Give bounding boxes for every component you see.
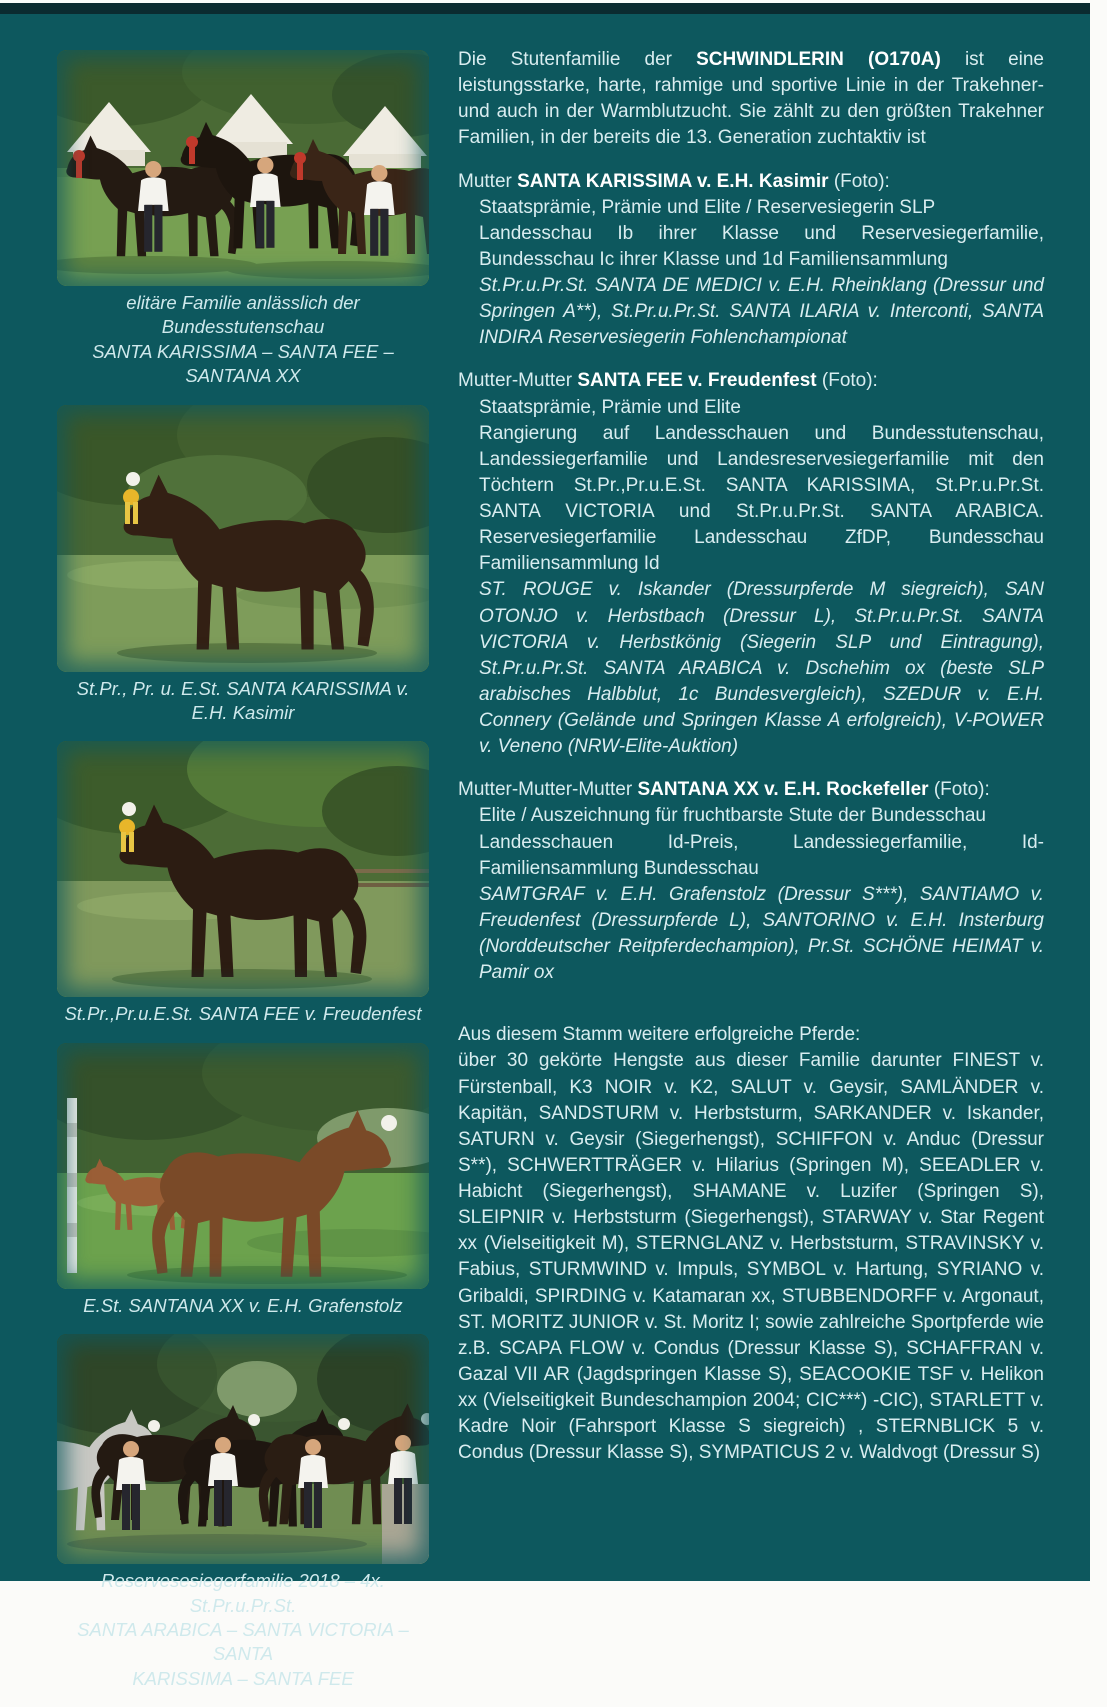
other-horses-heading: Aus diesem Stamm weitere erfolgreiche Pferde: xyxy=(458,1024,861,1046)
section-heading xyxy=(458,777,1044,803)
section-mutter-mutter-mutter xyxy=(458,777,1044,986)
section-other-horses xyxy=(458,1022,1044,1466)
caption-line: SANTA KARISSIMA – SANTA FEE – SANTANA XX xyxy=(92,340,394,387)
top-dark-bar xyxy=(0,3,1090,14)
relation-label: Mutter-Mutter-Mutter xyxy=(458,779,638,801)
photo-santa-fee xyxy=(57,741,429,997)
family-name-highlight: SCHWINDLERIN (O170A) xyxy=(696,49,941,70)
dark-mare-photo-image xyxy=(57,741,429,997)
photo-family-group xyxy=(57,50,429,286)
figure-santa-fee xyxy=(57,741,429,1026)
foto-suffix: (Foto): xyxy=(816,370,878,392)
mare-name: SANTA FEE v. Freudenfest xyxy=(577,370,817,392)
relation-label: Mutter-Mutter xyxy=(458,370,578,392)
caption-line: St.Pr.,Pr.u.E.St. SANTA FEE v. Freudenfest xyxy=(64,1003,422,1025)
dark-bay-mare-photo-image xyxy=(57,405,429,672)
photo-santa-karissima xyxy=(57,405,429,672)
section-detail: Staatsprämie, Prämie und Elite xyxy=(479,396,741,418)
teal-panel xyxy=(0,3,1090,1689)
other-horses-body: über 30 gekörte Hengste aus dieser Familie darunter FINEST v. Fürstenball, K3 NOIR v. K2, SALUT v. Geysir, SAMLÄNDER v. Kapitän, SANDSTURM v. Herbststurm, SARKANDER v. Iskander, SATURN v. Geysir (Siegerhengst), SCHIFFON v. Anduc (Dressur S**), SCHWERTTRÄGER v. Hilarius (Springen M), SEEADLER v. Habicht (Siegerhengst), SHAMANE v. Luzifer (Springen S), SLEIPNIR v. Herbststurm (Siegerhengst), STARWAY v. Star Regent xx (Vielseitigkeit M), STERNGLANZ v. Herbststurm, STRAVINSKY v. Fabius, STURMWIND v. Impuls, SYMBOL v. Hartung, SYRIANO v. Gribaldi, SPIRDING v. Katamaran xx, STUBBENDORFF v. Argonaut, ST. MORITZ JUNIOR v. St. Moritz I; sowie zahlreiche Sportpferde wie z.B. SCAPA FLOW v. Condus (Dressur Klasse S), SCHAFFRAN v. Gazal VII AR (Jagdspringen Klasse S), SEACOOKIE TSF v. Helikon xx (Vielseitigkeit Bundeschampion 2004; CIC***) -CIC), STARLETT v. Kadre Noir (Fahrsport Klasse S siegreich) , STERNBLICK 5 v. Condus (Dressur Klasse S), SYMPATICUS 2 v. Waldvogt (Dressur S) xyxy=(458,1050,1044,1464)
section-detail: Staatsprämie, Prämie und Elite / Reservesiegerin SLP xyxy=(479,196,936,218)
figure-santana-xx xyxy=(57,1043,429,1318)
intro-text-pre: Die Stutenfamilie der xyxy=(458,49,697,70)
section-offspring: ST. ROUGE v. Iskander (Dressurpferde M siegreich), SAN OTONJO v. Herbstbach (Dressur L), St.Pr.u.Pr.St. SANTA VICTORIA v. Herbstkönig (Siegerin SLP und Eintragung), St.Pr.u.Pr.St. SANTA ARABICA v. Dschehim ox (beste SLP arabisches Halbblut, 1c Bundesvergleich), SZEDUR v. E.H. Connery (Gelände und Springen Klasse A erfolgreich), V-POWER v. Veneno (NRW-Elite-Auktion) xyxy=(479,579,1044,758)
foto-suffix: (Foto): xyxy=(928,779,990,801)
caption-line: KARISSIMA – SANTA FEE xyxy=(132,1667,354,1689)
section-detail: Landesschau Ib ihrer Klasse und Reservesiegerfamilie, Bundesschau Ic ihrer Klasse und 1d Familiensammlung xyxy=(479,222,1044,270)
mare-name: SANTANA XX v. E.H. Rockefeller xyxy=(637,779,929,801)
intro-text-post: ist eine leistungsstarke, harte, rahmige und sportive Linie in der Trakehner- und auch in der Warmblutzucht. Sie zählt zu den größten Trakehner Familien, in der bereits die 13. Generation zuchtaktiv ist xyxy=(458,49,1044,149)
section-detail: Landesschauen Id-Preis, Landessiegerfamilie, Id-Familiensammlung Bundesschau xyxy=(479,831,1044,879)
caption-line: E.St. SANTANA XX v. E.H. Grafenstolz xyxy=(83,1294,403,1316)
section-offspring: St.Pr.u.Pr.St. SANTA DE MEDICI v. E.H. Rheinklang (Dressur und Springen A**), St.Pr.u.Pr.St. SANTA ILARIA v. Interconti, SANTA INDIRA Reservesiegerin Fohlenchampionat xyxy=(479,275,1044,349)
mare-name: SANTA KARISSIMA v. E.H. Kasimir xyxy=(517,170,829,192)
caption-siegerfamilie-2018 xyxy=(57,1569,429,1691)
section-mutter-mutter xyxy=(458,368,1044,760)
section-offspring: SAMTGRAF v. E.H. Grafenstolz (Dressur S***), SANTIAMO v. Freudenfest (Dressurpferde L), SANTORINO v. E.H. Insterburg (Norddeutscher Reitpferdechampion), Pr.St. SCHÖNE HEIMAT v. Pamir ox xyxy=(479,883,1044,984)
text-column xyxy=(458,47,1044,1466)
horse-family-photo-image xyxy=(57,50,429,286)
caption-line: Reservesesiegerfamilie 2018 – 4x. St.Pr.u.Pr.St. xyxy=(101,1570,385,1616)
figure-siegerfamilie-2018 xyxy=(57,1334,429,1691)
horse-lineup-photo-image xyxy=(57,1334,429,1564)
photo-column xyxy=(57,50,429,1707)
relation-label: Mutter xyxy=(458,170,518,192)
figure-santa-karissima xyxy=(57,405,429,726)
caption-line: elitäre Familie anlässlich der Bundesstutenschau xyxy=(126,292,360,338)
caption-family-group xyxy=(57,291,429,389)
caption-line: St.Pr., Pr. u. E.St. SANTA KARISSIMA v. E.H. Kasimir xyxy=(76,677,410,724)
photo-santana-xx xyxy=(57,1043,429,1289)
section-heading xyxy=(458,368,1044,394)
section-mutter xyxy=(458,169,1044,352)
caption-santa-fee xyxy=(57,1002,429,1026)
caption-santana-xx xyxy=(57,1294,429,1318)
section-detail: Elite / Auszeichnung für fruchtbarste Stute der Bundesschau xyxy=(479,805,986,827)
foto-suffix: (Foto): xyxy=(828,170,890,192)
section-heading xyxy=(458,169,1044,195)
figure-family-group xyxy=(57,50,429,389)
intro-paragraph xyxy=(458,47,1044,152)
bay-mare-foal-photo-image xyxy=(57,1043,429,1289)
caption-line: SANTA ARABICA – SANTA VICTORIA – SANTA xyxy=(77,1619,409,1665)
section-detail: Rangierung auf Landesschauen und Bundesstutenschau, Landessiegerfamilie und Landesreservesiegerfamilie mit den Töchtern St.Pr.,Pr.u.E.St. SANTA KARISSIMA, St.Pr.u.Pr.St. SANTA VICTORIA und St.Pr.u.Pr.St. SANTA ARABICA. Reservesiegerfamilie Landesschau ZfDP, Bundesschau Familiensammlung Id xyxy=(479,422,1044,575)
photo-siegerfamilie-2018 xyxy=(57,1334,429,1564)
caption-santa-karissima xyxy=(57,677,429,726)
